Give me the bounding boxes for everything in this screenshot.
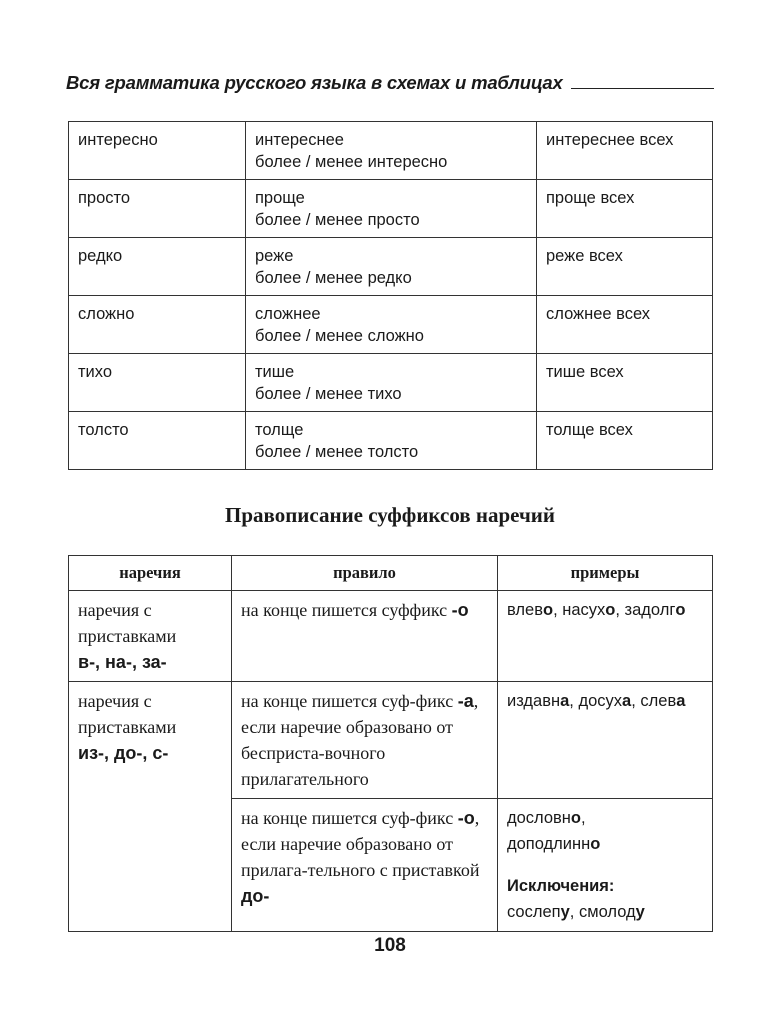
header-row — [69, 556, 713, 591]
comparative-compound: более / менее толсто — [255, 443, 419, 461]
positive-cell: толсто — [69, 412, 246, 470]
section-title: Правописание суффиксов наречий — [224, 503, 556, 527]
example-word-stem: досух — [578, 692, 623, 710]
comparative-simple: проще — [255, 189, 305, 207]
examples-cell — [498, 591, 713, 682]
separator: , — [553, 601, 563, 619]
comparative-simple: интереснее — [255, 131, 344, 149]
comparative-cell — [246, 122, 537, 180]
table-row — [69, 180, 713, 238]
example-word-stem: влев — [507, 601, 543, 619]
exceptions-list — [507, 899, 704, 925]
example-word-ending: у — [560, 903, 570, 921]
comparative-compound: более / менее просто — [255, 211, 420, 229]
adverbs-text: наречия с приставками — [78, 691, 177, 737]
superlative-cell: проще всех — [537, 180, 713, 238]
example-word-ending: а — [560, 692, 570, 710]
example-word-ending: о — [605, 601, 616, 619]
table-row — [69, 412, 713, 470]
rule-text: на конце пишется суф-фикс — [241, 808, 454, 828]
rule-text: , если наречие образовано от прилага-тельного с приставкой — [241, 808, 480, 880]
comparative-compound: более / менее интересно — [255, 153, 448, 171]
example-word-stem: задолг — [624, 601, 676, 619]
example-word-ending: о — [542, 601, 554, 619]
positive-cell: просто — [69, 180, 246, 238]
comparative-cell — [246, 238, 537, 296]
rule-text: на конце пишется суф-фикс — [241, 691, 454, 711]
comparative-cell — [246, 412, 537, 470]
example-word-stem: издавн — [507, 692, 561, 710]
comparative-compound: более / менее тихо — [255, 385, 402, 403]
separator: , — [631, 692, 641, 710]
comparative-simple: тише — [255, 363, 295, 381]
example-word-stem: смолод — [578, 903, 636, 921]
table-row — [69, 591, 713, 682]
example-word-stem: дословн — [507, 809, 571, 827]
example-word-ending: о — [590, 835, 601, 853]
column-header: правило — [232, 556, 498, 591]
superlative-cell: интереснее всех — [537, 122, 713, 180]
comparative-simple: толще — [255, 421, 304, 439]
comparative-simple: реже — [255, 247, 294, 265]
positive-cell: редко — [69, 238, 246, 296]
example-word-ending: о — [675, 601, 686, 619]
example-word-stem: слев — [640, 692, 677, 710]
example-word-ending: а — [622, 692, 632, 710]
running-header — [66, 64, 714, 94]
example-word-stem: доподлинн — [507, 835, 591, 853]
comparative-compound: более / менее редко — [255, 269, 412, 287]
adverbs-text: наречия с приставками — [78, 600, 177, 646]
page-number: 108 — [374, 935, 406, 956]
prefixes: в-, на-, за- — [78, 652, 167, 672]
positive-cell: интересно — [69, 122, 246, 180]
positive-cell: тихо — [69, 354, 246, 412]
example-word-ending: о — [570, 809, 582, 827]
superlative-cell: толще всех — [537, 412, 713, 470]
example-word-ending: у — [635, 903, 645, 921]
header-title: Вся грамматика русского языка в схемах и таблицах — [66, 72, 563, 93]
column-header: примеры — [498, 556, 713, 591]
separator: , — [615, 601, 625, 619]
table-row — [69, 682, 713, 799]
comparative-cell — [246, 296, 537, 354]
rule-cell — [232, 799, 498, 932]
header-rule — [571, 88, 714, 89]
examples-list — [507, 805, 704, 857]
rule-suffix: -о — [451, 600, 469, 620]
rule-text: на конце пишется суффикс — [241, 600, 448, 620]
exceptions-label: Исключения: — [507, 877, 615, 895]
table-row — [69, 238, 713, 296]
superlative-cell: тише всех — [537, 354, 713, 412]
adverbs-cell — [69, 682, 232, 932]
comparison-table — [68, 121, 713, 470]
rule-cell — [232, 682, 498, 799]
table-row — [69, 296, 713, 354]
example-word-stem: сослеп — [507, 903, 561, 921]
rule-cell — [232, 591, 498, 682]
table-row — [69, 122, 713, 180]
comparative-simple: сложнее — [255, 305, 321, 323]
separator: , — [569, 692, 579, 710]
rule-suffix: -о — [457, 808, 475, 828]
rule-prefix: до- — [241, 886, 270, 906]
comparative-compound: более / менее сложно — [255, 327, 424, 345]
superlative-cell: реже всех — [537, 238, 713, 296]
comparative-cell — [246, 180, 537, 238]
column-header: наречия — [69, 556, 232, 591]
separator: , — [581, 809, 586, 827]
superlative-cell: сложнее всех — [537, 296, 713, 354]
rule-text: , если наречие образовано от бесприста-вочного прилагательного — [241, 691, 479, 789]
table-row — [69, 354, 713, 412]
rule-suffix: -а — [457, 691, 474, 711]
examples-cell — [498, 682, 713, 799]
prefixes: из-, до-, с- — [78, 743, 169, 763]
spacer — [507, 857, 704, 873]
example-word-stem: насух — [562, 601, 606, 619]
positive-cell: сложно — [69, 296, 246, 354]
suffix-rules-table — [68, 555, 713, 932]
comparative-cell — [246, 354, 537, 412]
adverbs-cell — [69, 591, 232, 682]
examples-cell — [498, 799, 713, 932]
separator: , — [569, 903, 579, 921]
example-word-ending: а — [676, 692, 686, 710]
